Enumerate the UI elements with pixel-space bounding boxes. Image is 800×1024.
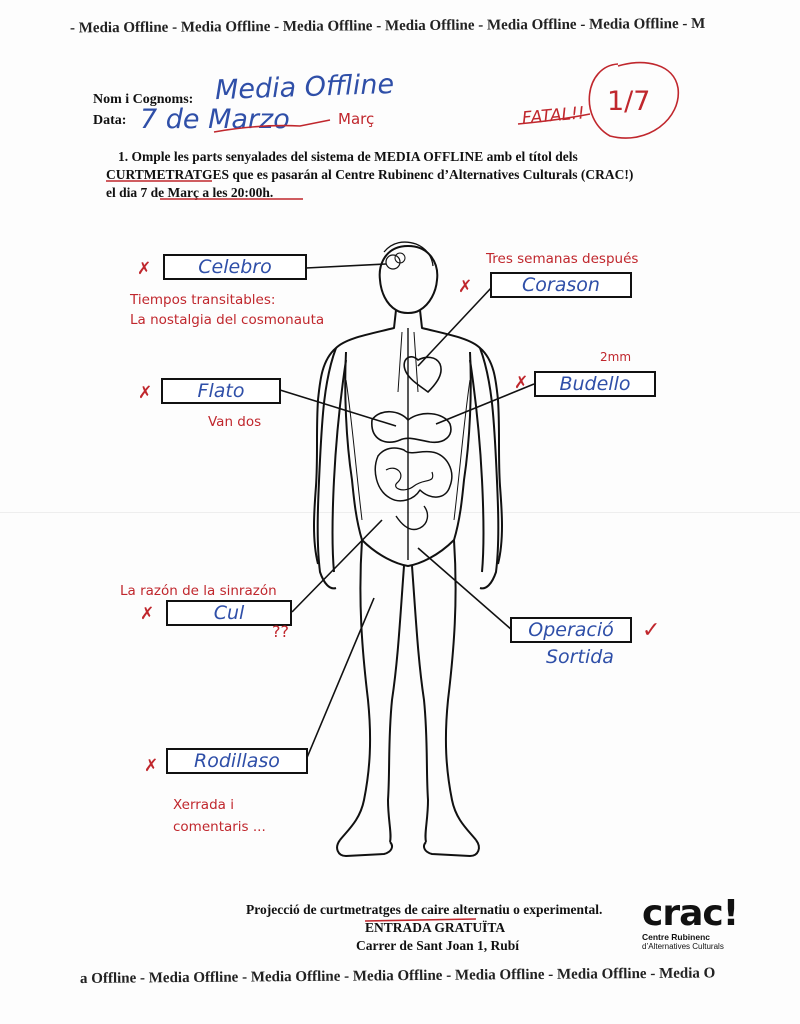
top-banner: - Media Offline - Media Offline - Media Offline - Media Offline - Media Offline - Media Offline - M (69, 15, 706, 37)
note-celebro: Tiempos transitables: La nostalgia del cosmonauta (130, 292, 325, 328)
answer-box-budello: Budello (534, 371, 656, 397)
crac-logo (642, 893, 758, 952)
verdict-underline (518, 114, 590, 124)
date-strike-underline (214, 120, 330, 132)
note-corason: Tres semanas después (486, 251, 639, 267)
logo-line-1: Centre Rubinenc (642, 932, 711, 942)
note-rodillaso: Xerrada i comentaris ... (173, 797, 266, 835)
question-line-2: CURTMETRATGES que es pasarán al Centre Rubinenc d’Alternatives Culturals (CRAC!) (106, 167, 634, 182)
date-correction: Març (338, 110, 375, 128)
leader-cul (292, 520, 382, 612)
name-label: Nom i Cognoms: (93, 92, 194, 107)
date-value: 7 de Marzo (140, 104, 290, 135)
red-pen-marks (106, 63, 678, 921)
wrong-mark-cul: ✗ (140, 604, 155, 624)
note-flato: Van dos (208, 414, 262, 430)
answer-box-celebro: Celebro (163, 254, 307, 280)
human-figure (314, 242, 502, 856)
wrong-mark-corason: ✗ (458, 277, 473, 297)
note-cul: La razón de la sinrazón (120, 583, 277, 599)
answer-box-operacio: Operació (510, 617, 632, 643)
wrong-mark-rodillaso: ✗ (144, 756, 159, 776)
date-label: Data: (93, 113, 127, 128)
verdict-note: FATAL!! (521, 103, 586, 129)
wrong-mark-budello: ✗ (514, 373, 529, 393)
question-keyword: CURTMETRATGES (106, 167, 230, 182)
leader-celebro (306, 264, 386, 268)
score-circle (589, 63, 678, 138)
question-line-1: 1. Omple les parts senyalades del sistema de MEDIA OFFLINE amb el títol dels (118, 149, 578, 164)
footer-line-2: ENTRADA GRATUÏTA (365, 920, 506, 935)
footer-line-3: Carrer de Sant Joan 1, Rubí (356, 938, 520, 953)
answer-operacio-line-2: Sortida (546, 646, 614, 668)
answer-box-corason: Corason (490, 272, 632, 298)
logo-line-2: d’Alternatives Culturals (642, 942, 724, 951)
answer-box-flato: Flato (161, 378, 281, 404)
note-cul-question: ?? (272, 622, 289, 641)
footer-line-1: Projecció de curtmetratges de caire alternatiu o experimental. (246, 902, 603, 917)
question-line-3: el dia 7 de Març a les 20:00h. (106, 185, 274, 200)
logo-word: crac! (642, 893, 739, 934)
wrong-mark-celebro: ✗ (137, 259, 152, 279)
score-value: 1/7 (607, 86, 651, 117)
answer-box-rodillaso: Rodillaso (166, 748, 308, 774)
check-mark-operacio: ✓ (642, 618, 661, 643)
wrong-mark-flato: ✗ (138, 383, 153, 403)
leader-rodillaso (306, 598, 374, 760)
answer-box-cul: Cul (166, 600, 292, 626)
name-value: Media Offline (214, 68, 395, 107)
leader-corason (418, 287, 492, 366)
question-date: 7 de Març a les 20:00h. (140, 185, 274, 200)
bottom-banner: a Offline - Media Offline - Media Offline - Media Offline - Media Offline - Media Offline - Media O (79, 965, 716, 987)
note-budello: 2mm (600, 350, 632, 364)
